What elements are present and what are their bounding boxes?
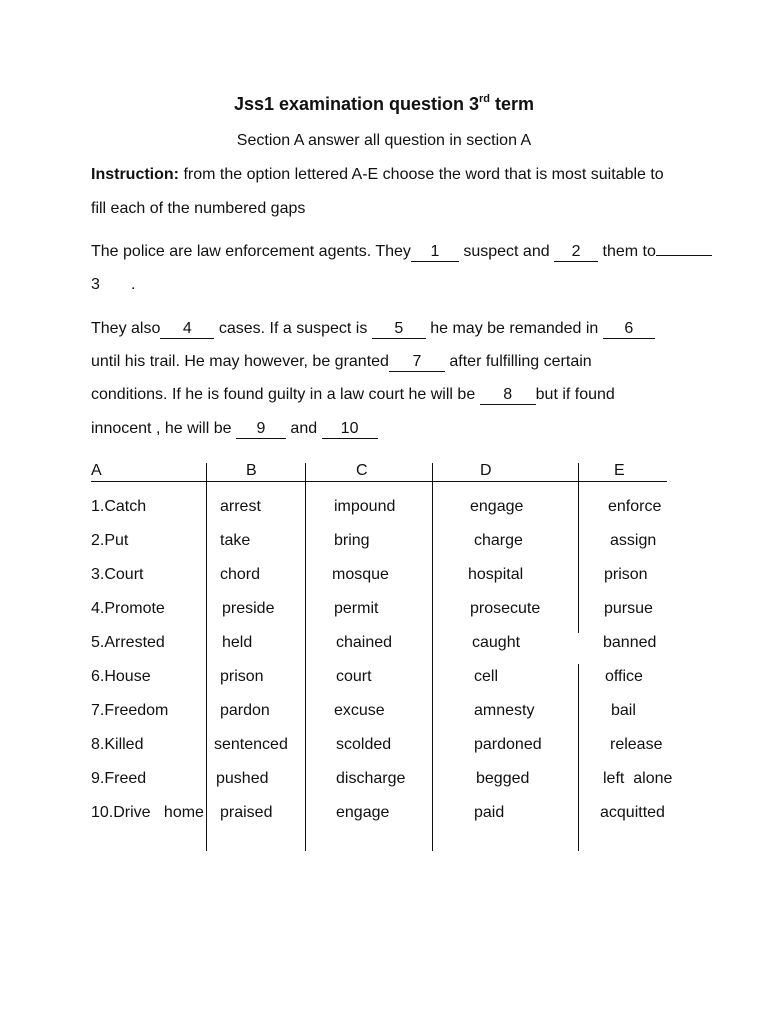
passage-text: The police are law enforcement agents. They [91, 243, 411, 260]
passage-line-1 [91, 243, 712, 262]
option-cell: excuse [334, 702, 385, 719]
gap-10: 10 [322, 420, 378, 439]
instruction-text: from the option lettered A-E choose the word that is most suitable to [179, 166, 664, 183]
instruction-label: Instruction: [91, 166, 179, 183]
passage-text: cases. If a suspect is [214, 320, 372, 337]
option-cell: sentenced [214, 736, 288, 753]
passage-text: until his trail. He may however, be granted [91, 353, 389, 370]
option-cell: bring [334, 532, 370, 549]
option-cell: pardoned [474, 736, 542, 753]
section-subtitle: Section A answer all question in section A [236, 132, 532, 149]
passage-text: and [285, 420, 322, 437]
title-text: Jss1 examination question 3 [233, 94, 480, 114]
page-title [0, 94, 768, 115]
column-header-a: A [91, 462, 102, 479]
column-divider-4a [578, 463, 579, 633]
passage-line-3 [91, 320, 655, 339]
option-cell: caught [472, 634, 521, 651]
passage-text: he may be remanded in [425, 320, 603, 337]
option-cell: office [605, 668, 643, 685]
gap-9: 9 [236, 420, 286, 439]
option-cell: bail [611, 702, 636, 719]
option-cell: impound [334, 498, 396, 515]
passage-text: after fulfilling certain [444, 353, 592, 370]
passage-text: conditions. If he is found guilty in a law court he will be [91, 386, 480, 403]
option-stem: 9.Freed [91, 770, 147, 787]
gap-2: 2 [554, 243, 598, 262]
option-cell: amnesty [474, 702, 535, 719]
option-cell: preside [222, 600, 275, 617]
column-divider-1 [206, 463, 207, 851]
option-cell: acquitted [600, 804, 665, 821]
option-cell: assign [610, 532, 657, 549]
option-cell: paid [474, 804, 505, 821]
column-divider-2 [305, 463, 306, 851]
gap-3 [656, 255, 712, 256]
gap-1: 1 [411, 243, 459, 262]
option-cell: left alone [603, 770, 673, 787]
option-cell: cell [474, 668, 499, 685]
passage-text: them to [598, 243, 656, 260]
option-cell: engage [336, 804, 390, 821]
option-cell: prison [220, 668, 264, 685]
passage-text: They also [91, 320, 161, 337]
column-header-c: C [356, 462, 368, 479]
option-cell: enforce [608, 498, 662, 515]
option-cell: chord [220, 566, 261, 583]
passage-text: innocent , he will be [91, 420, 236, 437]
option-cell: begged [476, 770, 530, 787]
header-rule [91, 481, 667, 482]
option-cell: pursue [604, 600, 653, 617]
option-cell: court [336, 668, 372, 685]
option-cell: hospital [468, 566, 524, 583]
option-cell: arrest [220, 498, 261, 515]
title-end: term [490, 94, 535, 114]
option-stem: 2.Put [91, 532, 129, 549]
option-cell: mosque [332, 566, 389, 583]
instruction-line-2: fill each of the numbered gaps [91, 200, 306, 217]
option-stem: 7.Freedom [91, 702, 169, 719]
passage-line-5 [91, 386, 615, 405]
option-cell: chained [336, 634, 393, 651]
option-stem: 3.Court [91, 566, 144, 583]
option-stem: 1.Catch [91, 498, 147, 515]
option-cell: banned [603, 634, 657, 651]
gap-6: 6 [603, 320, 655, 339]
passage-line-2: 3 . [91, 276, 136, 293]
gap-8: 8 [480, 386, 536, 405]
option-stem: 6.House [91, 668, 151, 685]
gap-7: 7 [389, 353, 445, 372]
column-header-b: B [246, 462, 257, 479]
option-cell: take [220, 532, 251, 549]
column-divider-4b [578, 664, 579, 851]
passage-line-4 [91, 353, 592, 372]
column-divider-3 [432, 463, 433, 851]
column-header-e: E [614, 462, 625, 479]
option-stem: 8.Killed [91, 736, 144, 753]
passage-text: suspect and [458, 243, 555, 260]
option-cell: prosecute [470, 600, 541, 617]
title-superscript: rd [479, 93, 491, 105]
option-cell: pushed [216, 770, 269, 787]
passage-text: but if found [535, 386, 615, 403]
option-stem: 4.Promote [91, 600, 165, 617]
option-cell: prison [604, 566, 648, 583]
gap-4: 4 [160, 320, 214, 339]
instruction-line [91, 166, 664, 184]
option-stem: 10.Drive home [91, 804, 204, 821]
option-stem: 5.Arrested [91, 634, 165, 651]
option-cell: held [222, 634, 253, 651]
option-cell: praised [220, 804, 273, 821]
option-cell: discharge [336, 770, 406, 787]
option-cell: scolded [336, 736, 392, 753]
option-cell: pardon [220, 702, 270, 719]
option-cell: charge [474, 532, 523, 549]
column-header-d: D [480, 462, 492, 479]
option-cell: release [610, 736, 663, 753]
passage-line-6 [91, 420, 378, 439]
option-cell: engage [470, 498, 524, 515]
gap-5: 5 [372, 320, 426, 339]
option-cell: permit [334, 600, 379, 617]
